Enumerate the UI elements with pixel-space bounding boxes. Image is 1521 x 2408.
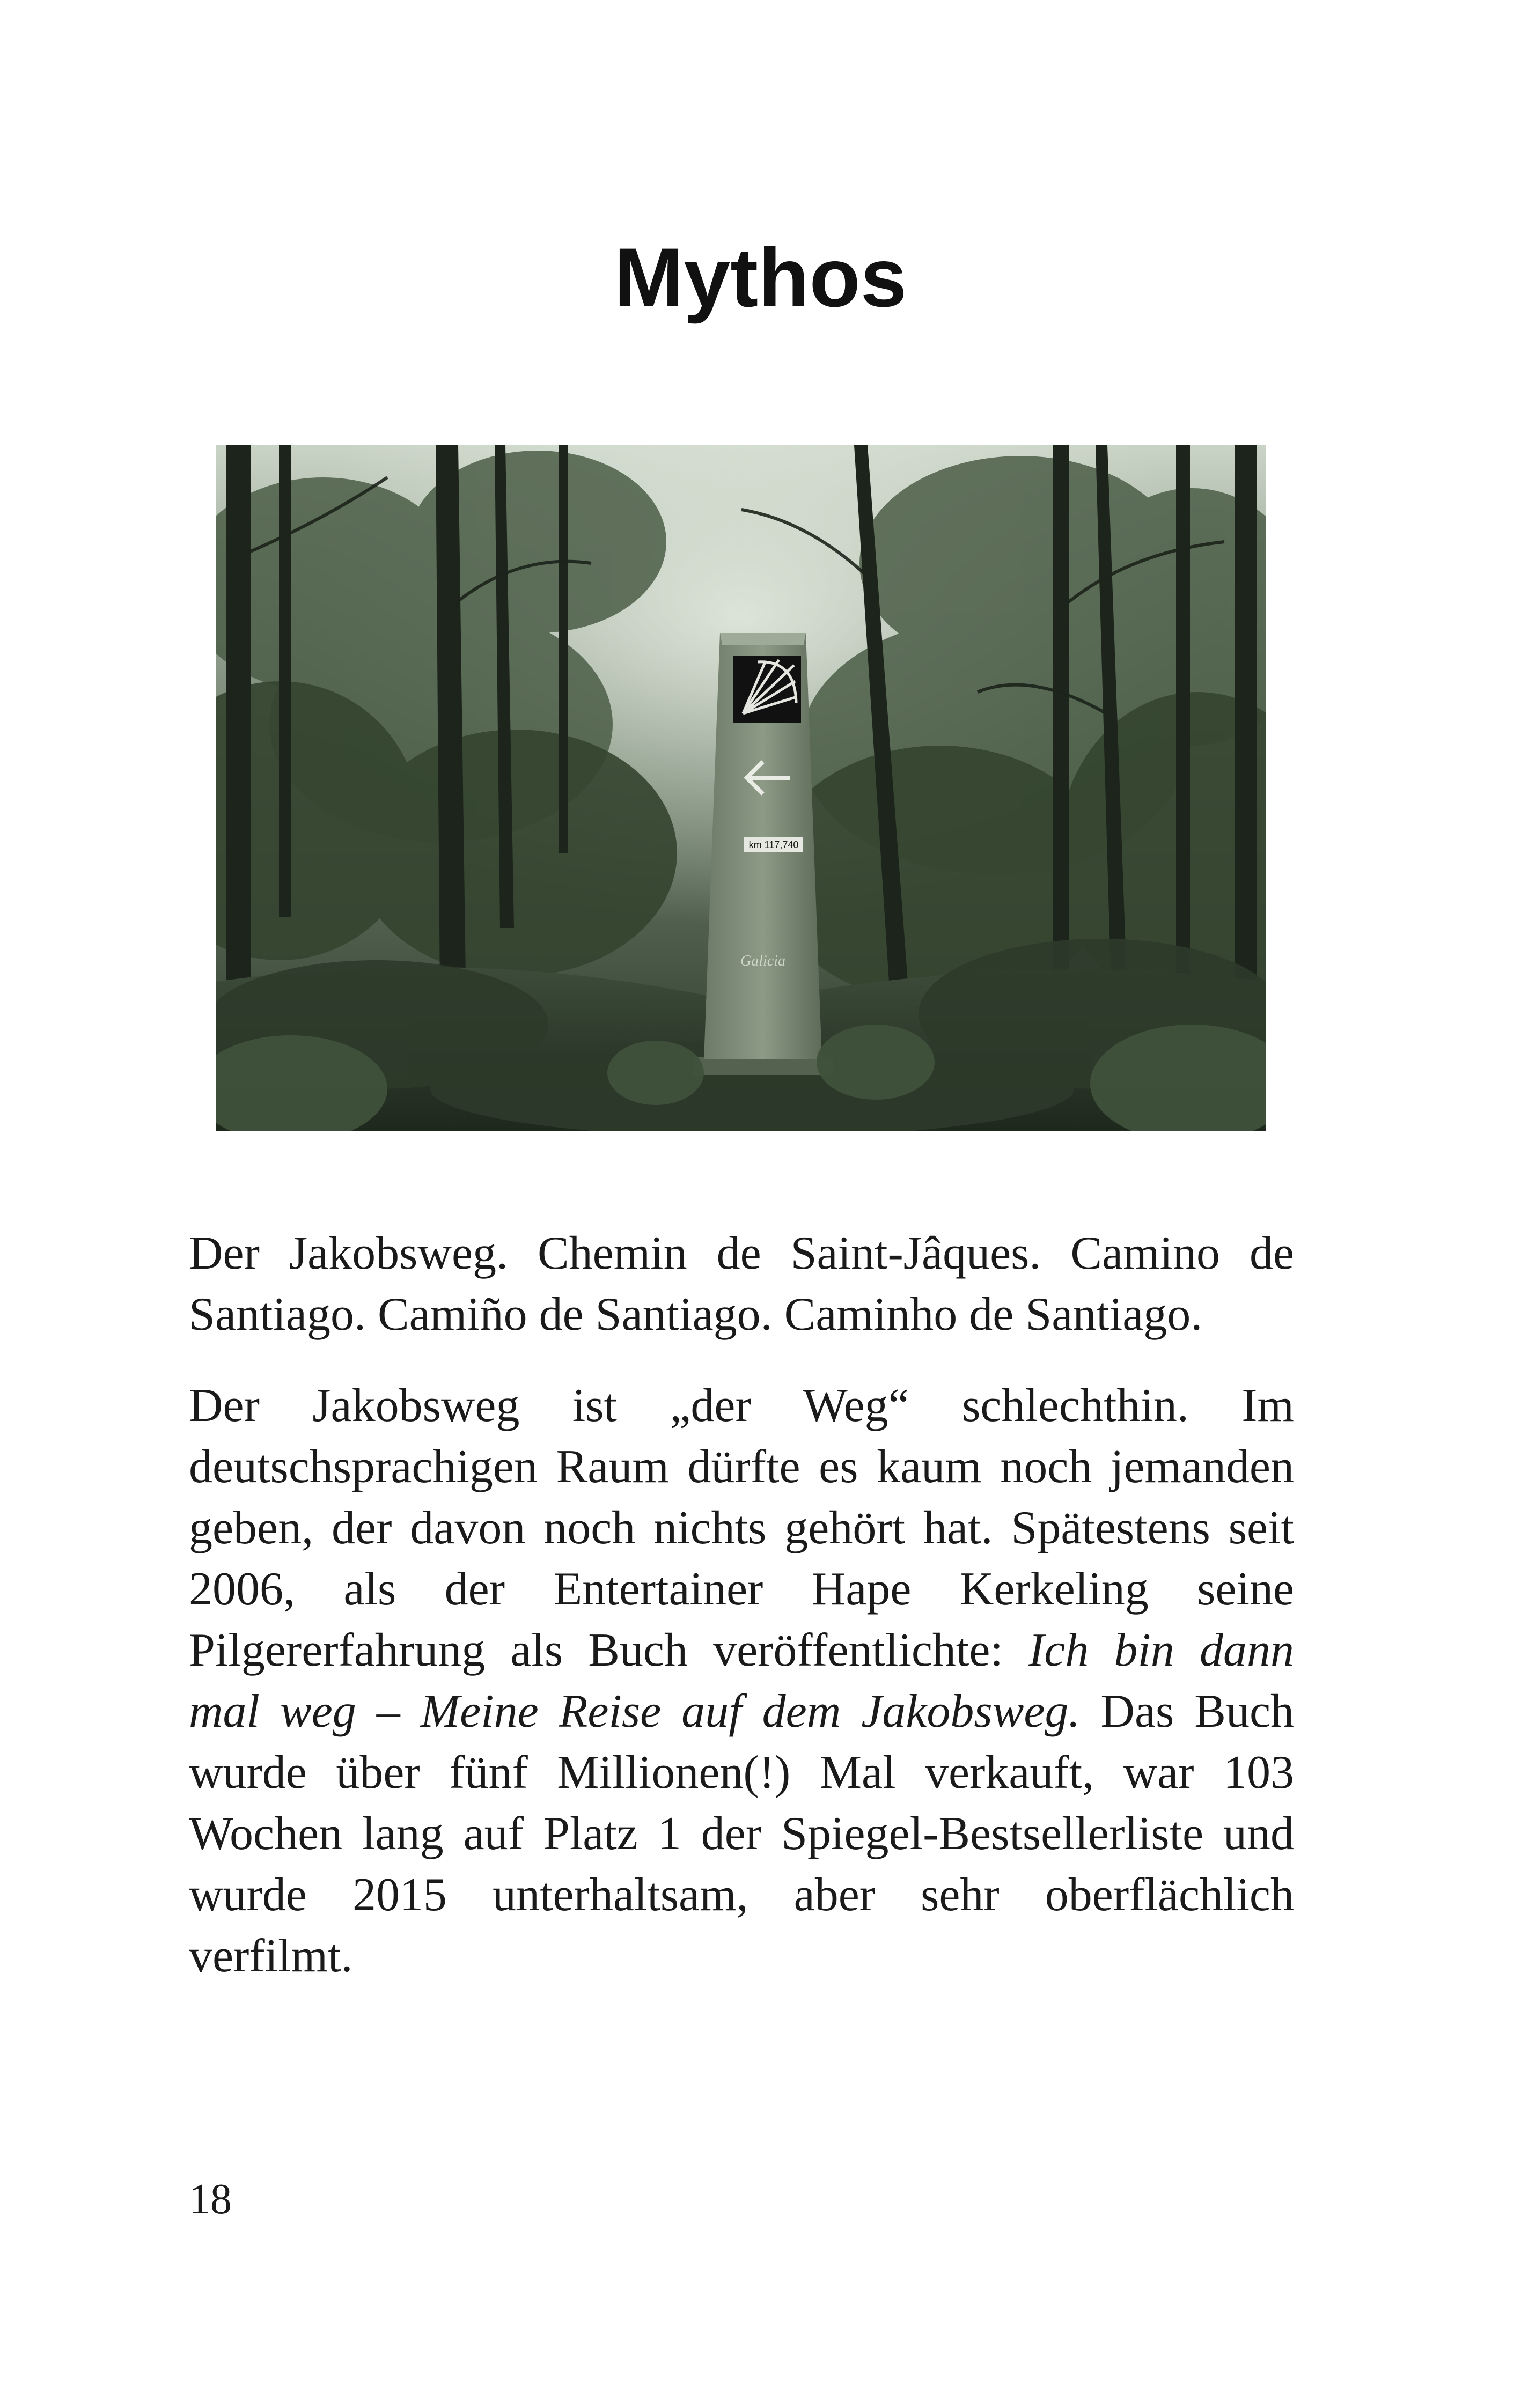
- forest-waymarker-photo: [216, 445, 1266, 1131]
- paragraph-2-text-a: Der Jakobsweg ist „der Weg“ schlechthin. Im deutschsprachigen Raum dürfte es kaum noch jemanden geben, der davon noch nichts gehört hat. Spätestens seit 2006, als der Entertainer Hape Kerkeling seine Pilgererfahrung als Buch veröffentlichte:: [189, 1380, 1294, 1676]
- page-title: Mythos: [614, 231, 907, 325]
- paragraph-1: Der Jakobsweg. Chemin de Saint-Jâques. Camino de Santiago. Camiño de Santiago. Caminho de Santiago.: [189, 1227, 1294, 1341]
- marker-engraving: Galicia: [740, 953, 785, 969]
- paragraph-2: [189, 1375, 1294, 1987]
- paragraph-2-text-b: Das Buch wurde über fünf Millionen(!) Mal verkauft, war 103 Wochen lang auf Platz 1 der Spiegel-Bestsellerliste und wurde 2015 unterhaltsam, aber sehr oberflächlich verfilmt.: [189, 1685, 1295, 1982]
- body-text: [189, 1223, 1294, 2017]
- marker-distance-plate: km 117,740: [748, 840, 799, 850]
- book-title: Ich bin dann mal weg – Meine Reise auf dem Jakobsweg.: [189, 1624, 1295, 1737]
- page-number: 18: [189, 2176, 232, 2223]
